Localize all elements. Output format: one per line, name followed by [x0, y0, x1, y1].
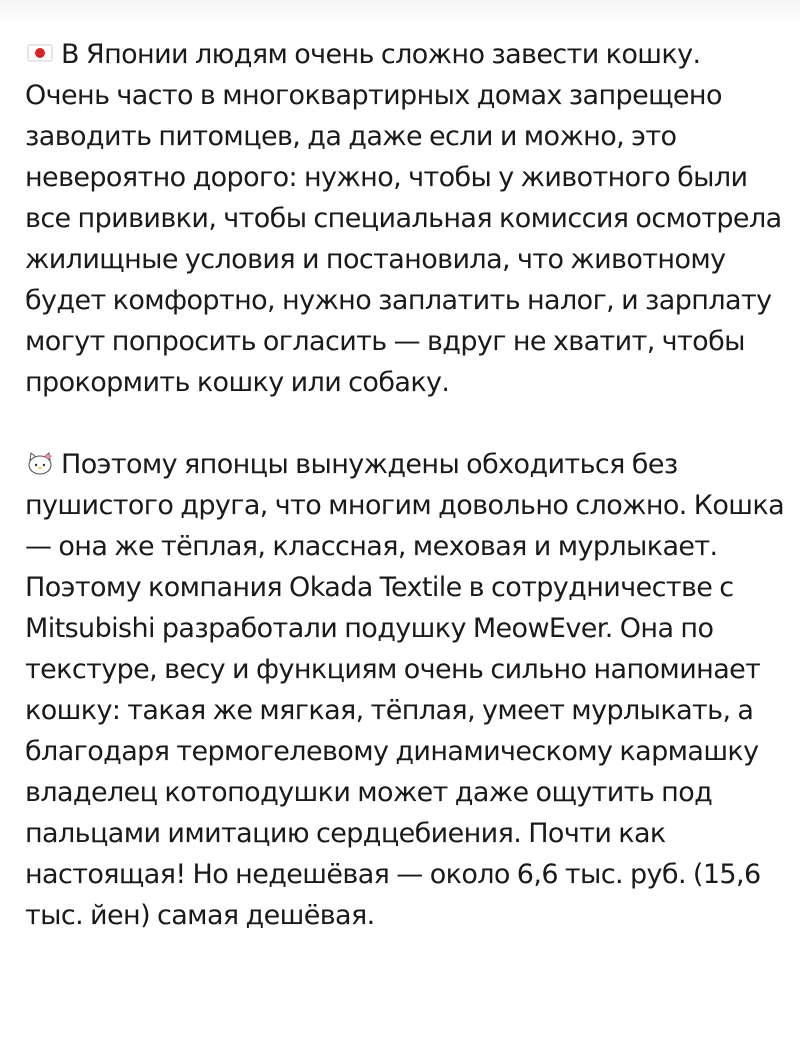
paragraph-japan-text: В Японии людям очень сложно завести кошку. Очень часто в многоквартирных домах запрещено заводить питомцев, да даже если и можно, это невероятно дорого: нужно, чтобы у животного были все прививки, чтобы специальная комиссия осмотрела жилищные условия и постановила, что животному будет комфортно, нужно заплатить налог, и зарплату могут попросить огласить — вдруг не хватит, чтобы прокормить кошку или собаку.: [25, 39, 782, 398]
paragraph-meowever: [25, 444, 785, 936]
paragraph-meowever-text: Поэтому японцы вынуждены обходиться без пушистого друга, что многим довольно сложно. Кошка — она же тёплая, классная, меховая и мурлыкает. Поэтому компания Okada Textile в сотрудничестве с Mitsubishi разработали подушку MeowEver. Она по текстуре, весу и функциям очень сильно напоминает кошку: такая же мягкая, тёплая, умеет мурлыкать, а благодаря термогелевому динамическому кармашку владелец котоподушки может даже ощутить под пальцами имитацию сердцебиения. Почти как настоящая! Но недешёвая — около 6,6 тыс. руб. (15,6 тыс. йен) самая дешёвая.: [25, 449, 785, 931]
top-shadow: [0, 0, 800, 22]
hello-kitty-icon: [25, 448, 55, 478]
paragraph-japan: [25, 34, 785, 403]
japan-flag-icon: [25, 38, 55, 68]
post-body: [25, 34, 785, 936]
